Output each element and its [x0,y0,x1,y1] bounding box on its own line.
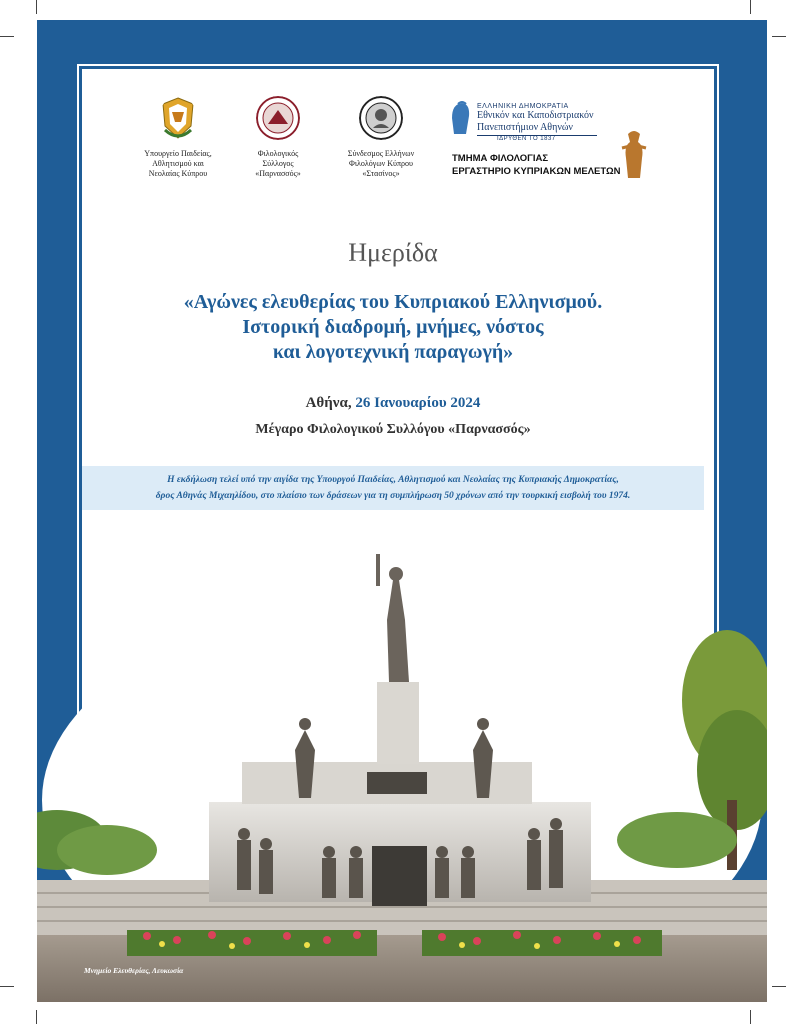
university-name-1: Εθνικόν και Καποδιστριακόν [477,110,594,121]
logo-caption: Υπουργείο Παιδείας, Αθλητισμού και Νεολαίας Κύπρου [144,149,212,178]
logo-caption: Φιλολογικός Σύλλογος «Παρνασσός» [255,149,301,178]
lab-name: ΕΡΓΑΣΤΗΡΙΟ ΚΥΠΡΙΑΚΩΝ ΜΕΛΕΤΩΝ [452,166,621,177]
logo-caption: Σύνδεσμος Ελλήνων Φιλολόγων Κύπρου «Στασίνος» [347,149,415,178]
logo-stasinos [338,96,424,179]
crop-mark [750,1010,751,1024]
stasinos-seal-icon [359,96,403,140]
event-kind: Ημερίδα [348,238,438,267]
crop-mark [750,0,751,14]
event-venue: Μέγαρο Φιλολογικού Συλλόγου «Παρνασσός» [255,422,531,437]
logo-parnassos [238,96,318,179]
department-name: ΤΜΗΜΑ ΦΙΛΟΛΟΓΙΑΣ [452,153,549,164]
patronage-band [82,466,704,510]
crop-mark [772,36,786,37]
department-block [452,152,620,178]
logo-cyprus-ministry [138,96,218,179]
event-title: «Αγώνες ελευθερίας του Κυπριακού Ελληνισμού. Ιστορική διαδρομή, μνήμες, νόστος και λογοτεχνική παραγωγή» [183,291,603,363]
athena-head-icon [448,100,472,136]
patronage-line-2: δρος Αθηνάς Μιχαηλίδου, στο πλαίσιο των δράσεων για τη συμπλήρωση 50 χρόνων από την τουρκική εισβολή του 1974. [155,491,631,501]
crop-mark [36,0,37,14]
crop-mark [0,36,14,37]
photo-caption: Μνημείο Ελευθερίας, Λευκωσία [84,966,184,975]
monument-photo [37,540,767,1002]
parnassos-seal-icon [256,96,300,140]
patronage-line-1: Η εκδήλωση τελεί υπό την αιγίδα της Υπουργού Παιδείας, Αθλητισμού και Νεολαίας της Κυπριακής Δημοκρατίας, [167,475,619,485]
event-date: Αθήνα, 26 Ιανουαρίου 2024 [305,395,481,411]
figurine-icon [618,128,650,180]
crop-mark [0,986,14,987]
university-name-2: Πανεπιστήμιον Αθηνών [477,122,573,133]
crop-mark [772,986,786,987]
cyprus-ministry-emblem-icon [159,96,197,140]
university-block [477,103,597,142]
crop-mark [36,1010,37,1024]
founded-label: ΙΔΡΥΘΕΝ ΤΟ 1837 [477,135,597,142]
republic-label: ΕΛΛΗΝΙΚΗ ΔΗΜΟΚΡΑΤΙΑ [477,103,569,110]
